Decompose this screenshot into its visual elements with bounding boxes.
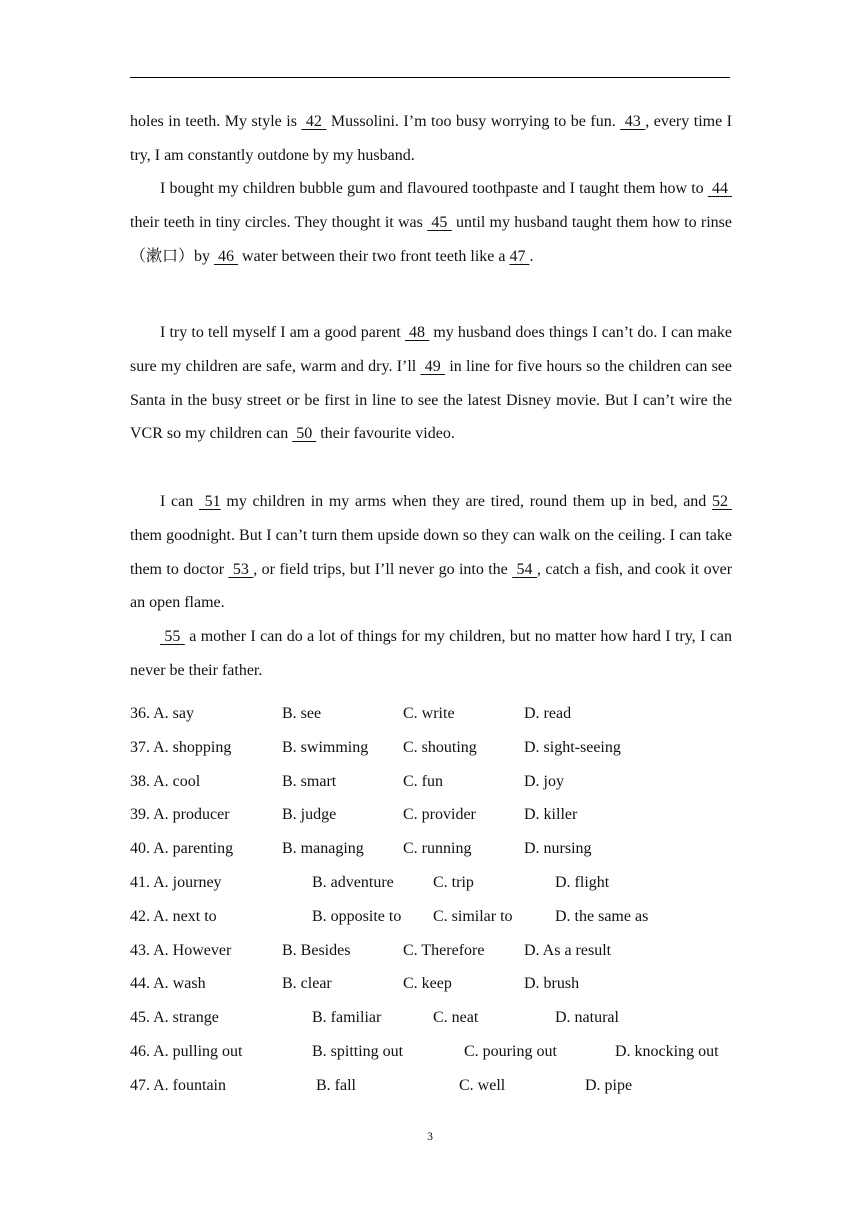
option-a-text: A. say: [153, 705, 195, 722]
option-b: B. swimming: [282, 738, 369, 756]
option-d: D. brush: [524, 975, 580, 993]
option-d: D. knocking out: [615, 1042, 719, 1060]
question-number: 46.: [130, 1042, 150, 1060]
option-c: C. write: [403, 705, 455, 722]
blank-number: 44: [707, 180, 733, 197]
passage-paragraph: [130, 620, 732, 688]
option-a: [130, 765, 200, 799]
option-c: C. trip: [433, 873, 474, 891]
question-number: 38.: [130, 772, 150, 790]
passage-text: them goodnight. But I can’t turn them upside down so they can walk on the ceiling. I can take them to doctor: [130, 526, 732, 578]
passage-text: their favourite video.: [316, 425, 455, 443]
option-a: [130, 1001, 219, 1035]
blank-number: 55: [160, 628, 185, 645]
option-row: [130, 798, 750, 832]
question-number: 44.: [130, 975, 150, 993]
passage-text: water between their two front teeth like a: [238, 247, 510, 265]
option-d: D. As a result: [524, 941, 612, 959]
option-a: [130, 866, 222, 900]
option-c: C. fun: [403, 772, 443, 790]
blank-number: 50: [292, 425, 317, 443]
option-b: B. clear: [282, 975, 332, 993]
question-number: 43.: [130, 941, 150, 959]
question-number: 40.: [130, 840, 150, 858]
option-row: [130, 967, 750, 1001]
option-c: C. pouring out: [464, 1042, 557, 1060]
option-d: D. flight: [555, 873, 610, 891]
blank-number: 54: [512, 560, 537, 578]
blank-number: 49: [420, 357, 446, 375]
option-a-text: A. wash: [153, 975, 206, 993]
option-d: D. natural: [555, 1009, 619, 1027]
option-a: [130, 1035, 242, 1069]
option-c: C. provider: [403, 806, 476, 824]
option-d: D. killer: [524, 806, 578, 824]
option-a-text: A. shopping: [153, 738, 232, 756]
blank-number: 45: [427, 213, 452, 231]
question-number: 45.: [130, 1009, 150, 1027]
blank-number: 47: [509, 247, 530, 265]
option-row: [130, 1001, 750, 1035]
option-a: [130, 1069, 226, 1103]
question-number: 36.: [130, 705, 150, 722]
option-d: D. joy: [524, 772, 564, 790]
option-row: [130, 1035, 750, 1069]
option-a-text: A. pulling out: [153, 1042, 243, 1060]
option-c: C. Therefore: [403, 941, 485, 959]
passage-text: I try to tell myself I am a good parent: [160, 324, 405, 341]
blank-number: 51: [198, 493, 221, 510]
option-d: D. the same as: [555, 907, 649, 925]
option-d: D. pipe: [585, 1076, 633, 1094]
option-row: [130, 866, 750, 900]
option-row: [130, 731, 750, 765]
option-d: D. nursing: [524, 840, 592, 858]
passage-paragraph: [130, 105, 732, 173]
option-row: [130, 1069, 750, 1103]
passage-text: their teeth in tiny circles. They thought it was: [130, 213, 428, 231]
option-a: [130, 934, 231, 968]
option-row: [130, 900, 750, 934]
option-b: B. see: [282, 705, 322, 722]
option-a-text: A. strange: [153, 1009, 219, 1027]
blank-number: 43: [620, 113, 646, 130]
question-number: 42.: [130, 907, 150, 925]
blank-number: 52: [712, 493, 733, 510]
option-c: C. neat: [433, 1009, 479, 1027]
passage-text: a mother I can do a lot of things for my children, but no matter how hard I try, I can never be their father.: [130, 628, 733, 679]
option-b: B. familiar: [312, 1009, 382, 1027]
option-a-text: A. journey: [153, 873, 222, 891]
blank-number: 42: [301, 113, 327, 130]
passage-text: my children in my arms when they are tired, round them up in bed, and: [220, 493, 713, 510]
passage-text: , every time I try, I am constantly outdone by my husband.: [130, 113, 733, 164]
question-number: 37.: [130, 738, 150, 756]
option-a-text: A. fountain: [153, 1076, 226, 1094]
passage-paragraph: [130, 485, 732, 620]
page-number: 3: [427, 1129, 433, 1143]
option-a: [130, 967, 206, 1001]
passage-text: , catch a fish, and cook it over an open flame.: [130, 560, 733, 612]
blank-number: 46: [214, 247, 239, 265]
option-b: B. judge: [282, 806, 337, 824]
passage-text: holes in teeth. My style is: [130, 113, 302, 130]
passage-text: I can: [160, 493, 199, 510]
option-b: B. managing: [282, 840, 364, 858]
option-c: C. shouting: [403, 738, 477, 756]
option-a-text: A. producer: [153, 806, 230, 824]
option-b: B. spitting out: [312, 1042, 404, 1060]
blank-number: 53: [228, 560, 254, 578]
passage-paragraph: [130, 316, 732, 451]
option-a-text: A. next to: [153, 907, 217, 925]
question-number: 47.: [130, 1076, 150, 1094]
passage-paragraph: [130, 172, 732, 273]
option-a: [130, 832, 233, 866]
option-d: D. sight-seeing: [524, 738, 621, 756]
option-row: [130, 934, 750, 968]
option-row: [130, 765, 750, 799]
option-row: [130, 832, 750, 866]
header-rule: [130, 77, 730, 78]
passage-text: Mussolini. I’m too busy worrying to be fun.: [326, 113, 621, 130]
option-b: B. smart: [282, 772, 337, 790]
option-a: [130, 798, 230, 832]
question-number: 39.: [130, 806, 150, 824]
question-number: 41.: [130, 873, 150, 891]
option-b: B. fall: [316, 1076, 356, 1094]
blank-number: 48: [404, 324, 430, 341]
option-a-text: A. cool: [153, 772, 201, 790]
option-c: C. running: [403, 840, 472, 858]
option-d: D. read: [524, 705, 572, 722]
passage-text: I bought my children bubble gum and flavoured toothpaste and I taught them how to: [160, 180, 708, 197]
option-b: B. adventure: [312, 873, 394, 891]
option-a-text: A. However: [153, 941, 232, 959]
option-a: [130, 697, 194, 731]
option-a-text: A. parenting: [153, 840, 234, 858]
passage-text: , or field trips, but I’ll never go into the: [253, 560, 513, 578]
option-a: [130, 731, 231, 765]
option-a: [130, 900, 217, 934]
passage-text: in line for five hours so the children can see Santa in the busy street or be first in line to see the latest Disney movie. But I can’t wire the VCR so my children can: [130, 357, 733, 443]
passage-text: my husband does things I can’t do. I can make sure my children are safe, warm and dry. I’ll: [130, 324, 732, 375]
answer-options: [130, 697, 750, 1103]
option-c: C. well: [459, 1076, 506, 1094]
option-b: B. Besides: [282, 941, 351, 959]
passage-text: .: [529, 247, 534, 265]
passage-text: until my husband taught them how to rinse（漱口）by: [130, 213, 732, 265]
option-row: [130, 697, 750, 731]
option-b: B. opposite to: [312, 907, 402, 925]
option-c: C. similar to: [433, 907, 513, 925]
option-c: C. keep: [403, 975, 452, 993]
